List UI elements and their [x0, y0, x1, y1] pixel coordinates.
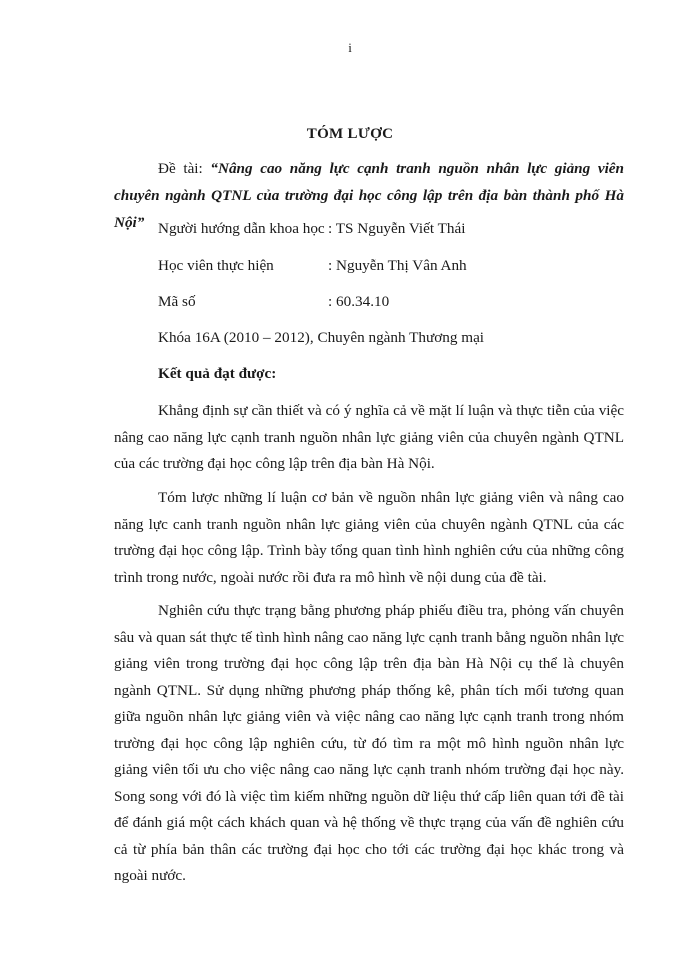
info-value: : Nguyễn Thị Vân Anh — [328, 257, 467, 274]
topic-prefix: Đề tài: — [158, 160, 211, 177]
info-label: Mã số — [158, 293, 196, 310]
info-value: : TS Nguyễn Viết Thái — [328, 220, 466, 237]
info-value: : 60.34.10 — [328, 293, 390, 310]
paragraph: Khẳng định sự cần thiết và có ý nghĩa cả về mặt lí luận và thực tiễn của việc nâng cao năng lực cạnh tranh nguồn nhân lực giảng viên của chuyên ngành QTNL của các trường đại học công lập trên địa bàn Hà Nội. — [114, 402, 624, 472]
info-row-student — [158, 256, 638, 276]
info-label: Người hướng dẫn khoa học — [158, 220, 325, 237]
info-label: Học viên thực hiện — [158, 257, 274, 274]
paragraph: Nghiên cứu thực trạng bằng phương pháp phiếu điều tra, phỏng vấn chuyên sâu và quan sát thực tế tình hình nâng cao năng lực cạnh tranh bằng nguồn nhân lực giảng viên trong trường đại học công lập trên địa bàn Hà Nội cụ thể là chuyên ngành QTNL. Sử dụng những phương pháp thống kê, phân tích mối tương quan giữa nguồn nhân lực giảng viên và việc nâng cao năng lực cạnh tranh trong nhóm trường đại học công lập nghiên cứu, từ đó tìm ra một mô hình nguồn nhân lực giảng viên tối ưu cho việc nâng cao năng lực cạnh tranh nhóm trường đại học này. Song song với đó là việc tìm kiếm những nguồn dữ liệu thứ cấp liên quan tới đề tài để đánh giá một cách khách quan và hệ thống về thực trạng của vấn đề nghiên cứu cả từ phía bản thân các trường đại học cho tới các trường đại học khác trong và ngoài nước. — [114, 602, 624, 884]
info-row-supervisor — [158, 219, 638, 239]
results-heading: Kết quả đạt được: — [158, 365, 277, 382]
page-title: TÓM LƯỢC — [306, 126, 394, 142]
course-line: Khóa 16A (2010 – 2012), Chuyên ngành Thương mại — [158, 329, 485, 346]
info-row-code — [158, 292, 638, 312]
paragraph: Tóm lược những lí luận cơ bản về nguồn nhân lực giảng viên và nâng cao năng lực canh tranh nguồn nhân lực giảng viên của chuyên ngành QTNL của các trường đại học công lập. Trình bày tổng quan tình hình nghiên cứu của những công trình trong nước, ngoài nước rồi đưa ra mô hình về nội dung của đề tài. — [114, 489, 624, 586]
topic-title: “Nâng cao năng lực cạnh tranh nguồn nhân lực giảng viên chuyên ngành QTNL của trường đại học công lập trên địa bàn thành phố Hà Nội” — [114, 160, 624, 231]
page-number: i — [348, 40, 352, 55]
